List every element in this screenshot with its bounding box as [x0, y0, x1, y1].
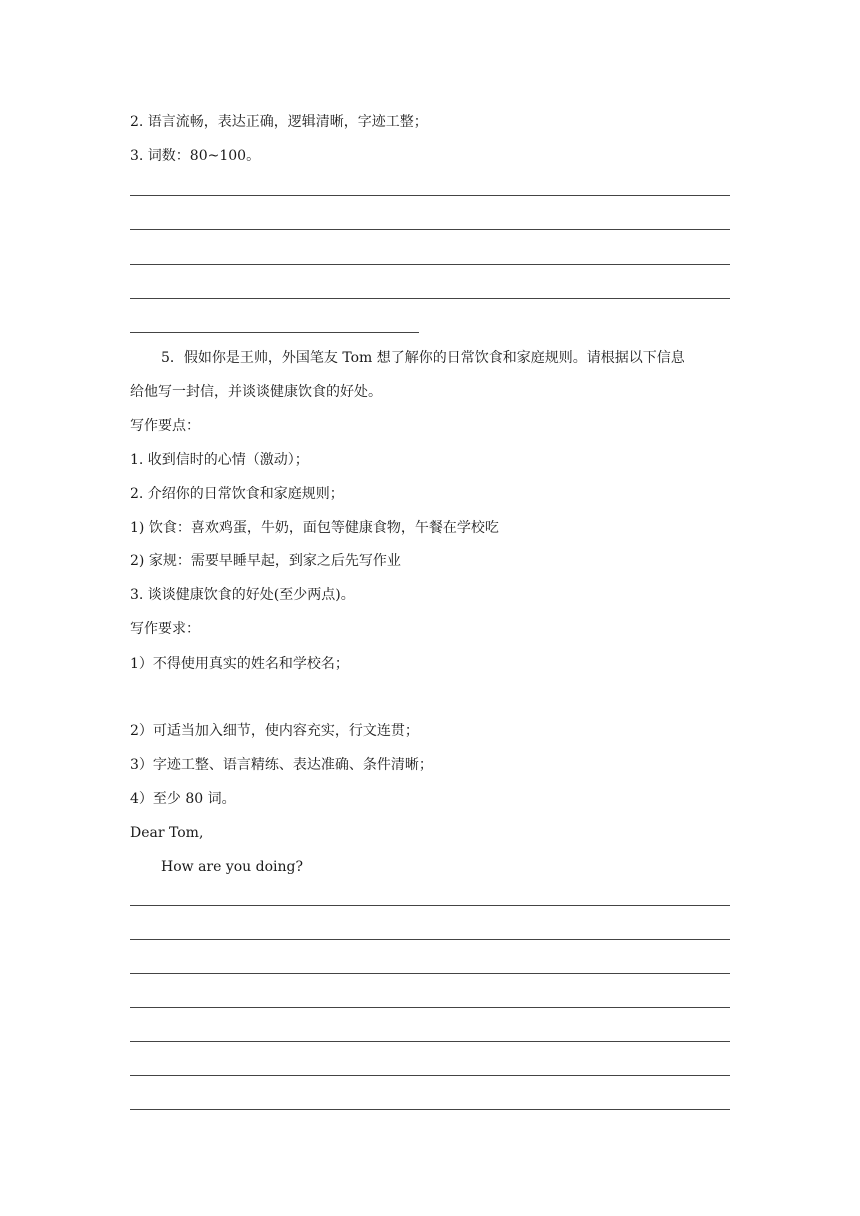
answer-line-short	[130, 332, 419, 333]
answer-line	[130, 1075, 730, 1076]
question5-intro: 5．假如你是王帅，外国笔友 Tom 想了解你的日常饮食和家庭规则。请根据以下信息	[161, 350, 685, 366]
question5-intro-continued: 给他写一封信，并谈谈健康饮食的好处。	[130, 384, 382, 400]
answer-line	[130, 264, 730, 265]
requirement-fluency: 2. 语言流畅，表达正确，逻辑清晰，字迹工整；	[130, 114, 428, 130]
answer-line	[130, 905, 730, 906]
point-2-rules: 2) 家规：需要早睡早起，到家之后先写作业	[130, 553, 401, 569]
points-heading: 写作要点：	[130, 418, 200, 434]
point-1: 1. 收到信时的心情（激动）；	[130, 452, 309, 468]
point-2: 2. 介绍你的日常饮食和家庭规则；	[130, 486, 344, 502]
requirement-4: 4）至少 80 词。	[130, 791, 236, 807]
requirement-1: 1）不得使用真实的姓名和学校名；	[130, 656, 349, 672]
point-2-diet: 1) 饮食：喜欢鸡蛋，牛奶，面包等健康食物，午餐在学校吃	[130, 520, 499, 536]
letter-salutation: Dear Tom,	[130, 825, 204, 841]
answer-line	[130, 195, 730, 196]
answer-line	[130, 1007, 730, 1008]
answer-line	[130, 229, 730, 230]
point-3: 3. 谈谈健康饮食的好处(至少两点)。	[130, 587, 355, 603]
answer-line	[130, 939, 730, 940]
requirements-heading: 写作要求：	[130, 621, 200, 637]
answer-line	[130, 298, 730, 299]
requirement-3: 3）字迹工整、语言精练、表达准确、条件清晰；	[130, 757, 433, 773]
requirement-2: 2）可适当加入细节，使内容充实，行文连贯；	[130, 723, 419, 739]
letter-opening: How are you doing?	[161, 859, 304, 875]
requirement-word-count: 3. 词数：80~100。	[130, 148, 261, 164]
answer-line	[130, 973, 730, 974]
answer-line	[130, 1109, 730, 1110]
answer-line	[130, 1041, 730, 1042]
